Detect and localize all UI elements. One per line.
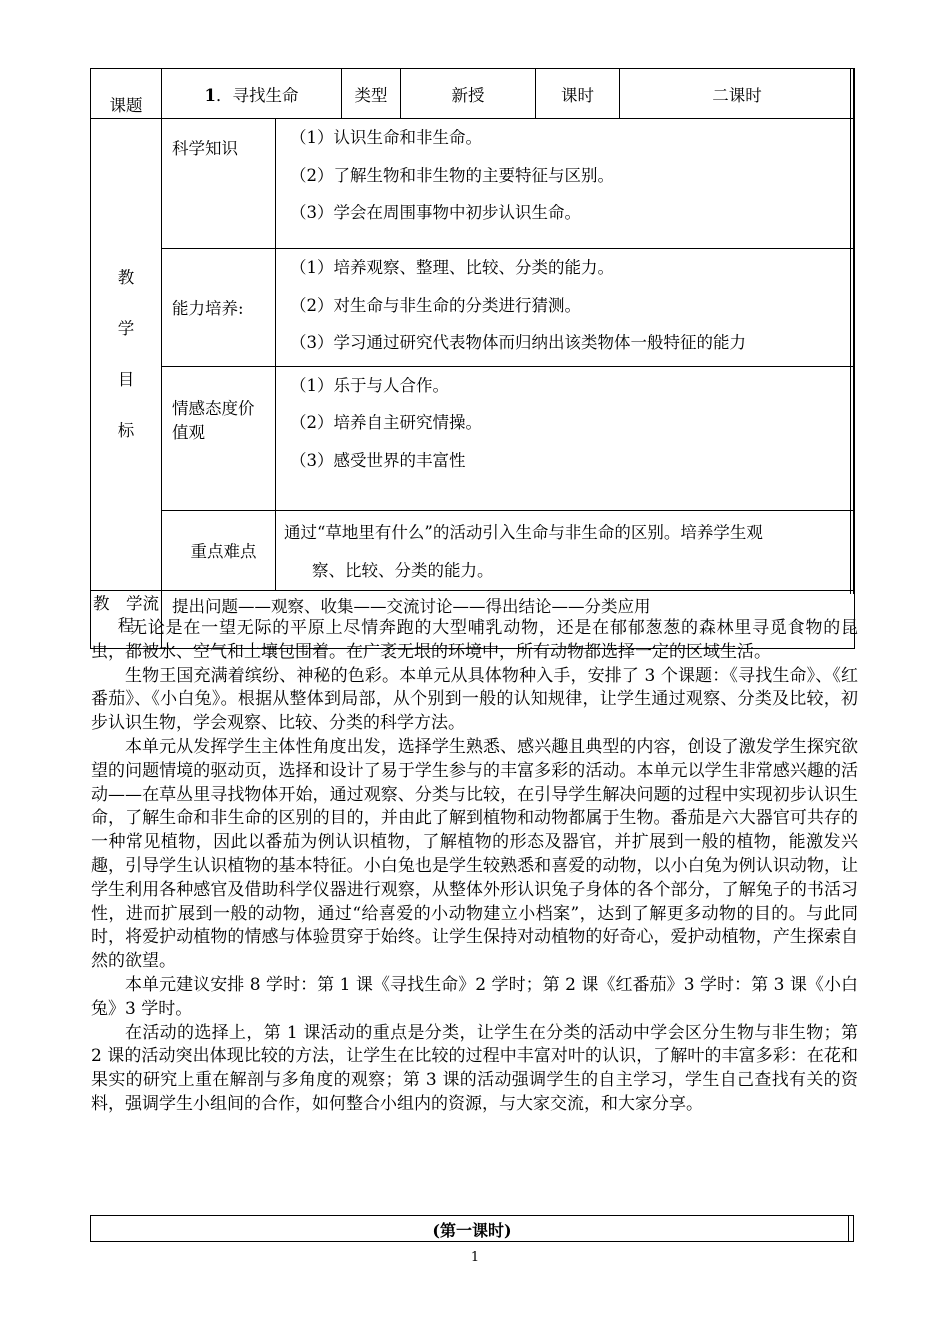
goals-char: 教 bbox=[117, 268, 135, 288]
key-line-2: 察、比较、分类的能力。 bbox=[312, 560, 494, 580]
lesson-plan-table bbox=[90, 68, 855, 649]
table-double-border bbox=[850, 68, 854, 594]
course-title: ．寻找生命 bbox=[216, 85, 299, 105]
ability-label: 能力培养: bbox=[162, 249, 276, 367]
science-label: 科学知识 bbox=[162, 119, 276, 249]
type-label: 类型 bbox=[342, 69, 401, 119]
lesson-period-label: (第一课时) bbox=[432, 1221, 512, 1240]
goals-label-cell bbox=[91, 119, 162, 591]
paragraph: 在活动的选择上，第 1 课活动的重点是分类，让学生在分类的活动中学会区分生物与非生物；第 2 课的活动突出体现比较的方法，让学生在比较的过程中丰富对叶的认识，了解叶的丰富多彩：在花和果实的研究上重在解剖与多角度的观察；第 3 课的活动强调学生的自主学习，学生自己查找有关的资料，强调学生小组间的合作，如何整合小组内的资源，与大家交流，和大家分享。 bbox=[91, 1022, 858, 1114]
goals-char: 目 bbox=[117, 370, 135, 390]
unit-description bbox=[91, 617, 858, 1117]
emotion-list bbox=[276, 367, 854, 484]
paragraph: 无论是在一望无际的平原上尽情奔跑的大型哺乳动物，还是在郁郁葱葱的森林里寻觅食物的昆虫，都被水、空气和土壤包围着。在广袤无垠的环境中，所有动物都选择一定的区域生活。 bbox=[91, 618, 858, 662]
course-label-cell bbox=[91, 69, 162, 119]
goal-row-science bbox=[91, 119, 855, 249]
list-item: （2）培养自主研究情操。 bbox=[290, 413, 482, 432]
key-label: 重点难点 bbox=[162, 510, 276, 590]
goals-char: 标 bbox=[117, 421, 135, 441]
header-row bbox=[91, 69, 855, 119]
hours-label: 课时 bbox=[536, 69, 620, 119]
paragraph: 本单元建议安排 8 学时：第 1 课《寻找生命》2 学时；第 2 课《红番茄》3 学时：第 3 课《小白兔》3 学时。 bbox=[91, 974, 858, 1019]
paragraph: 本单元从发挥学生主体性角度出发，选择学生熟悉、感兴趣且典型的内容，创设了激发学生探究欲望的问题情境的驱动页，选择和设计了易于学生参与的丰富多彩的活动。本单元以学生非常感兴趣的活动——在草丛里寻找物体开始，通过观察、分类与比较，在引导学生解决问题的过程中实现初步认识生命，了解生命和非生命的区别的目的，并由此了解到植物和动物都属于生物。番茄是六大器官可共存的一种常见植物，因此以番茄为例认识植物，了解植物的形态及器官，并扩展到一般的植物，能激发兴趣，引导学生认识植物的基本特征。小白兔也是学生较熟悉和喜爱的动物，以小白兔为例认识动物，让学生利用各种感官及借助科学仪器进行观察，从整体外形认识兔子身体的各个部分，了解兔子的书活习性，进而扩展到一般的动物，通过“给喜爱的小动物建立小档案”，达到了解更多动物的目的。与此同时，将爱护动植物的情感与体验贯穿于始终。让学生保持对动植物的好奇心，爱护动植物，产生探索自然的欲望。 bbox=[91, 736, 858, 972]
course-label: 课题 bbox=[109, 96, 143, 115]
science-items-cell bbox=[276, 119, 855, 249]
science-list bbox=[276, 119, 854, 236]
key-text-cell bbox=[276, 510, 855, 590]
list-item: （1）认识生命和非生命。 bbox=[290, 128, 482, 147]
list-item: （1）乐于与人合作。 bbox=[290, 375, 449, 395]
emotion-label: 情感态度价值观 bbox=[162, 366, 276, 510]
list-item: （1）培养观察、整理、比较、分类的能力。 bbox=[290, 258, 614, 277]
list-item: （2）对生命与非生命的分类进行猜测。 bbox=[290, 295, 581, 315]
ability-items-cell bbox=[276, 249, 855, 367]
key-line-1: 通过“草地里有什么”的活动引入生命与非生命的区别。培养学生观 bbox=[284, 522, 763, 542]
goals-char: 学 bbox=[117, 319, 135, 339]
course-number: 1 bbox=[204, 85, 216, 105]
list-item: （3）学习通过研究代表物体而归纳出该类物体一般特征的能力 bbox=[290, 333, 746, 352]
goal-row-ability bbox=[91, 249, 855, 367]
flow-label: 教 学流 程 bbox=[91, 590, 162, 648]
ability-list bbox=[276, 249, 854, 366]
list-item: （3）学会在周围事物中初步认识生命。 bbox=[290, 203, 581, 222]
emotion-items-cell bbox=[276, 366, 855, 510]
list-item: （3）感受世界的丰富性 bbox=[290, 450, 466, 470]
lesson-period-bar bbox=[90, 1215, 854, 1242]
course-title-cell bbox=[162, 69, 342, 119]
paragraph: 生物王国充满着缤纷、神秘的色彩。本单元从具体物种入手，安排了 3 个课题：《寻找生命》、《红番茄》、《小白兔》。根据从整体到局部，从个别到一般的认知规律，让学生通过观察、分类及比较，初步认识生物，学会观察、比较、分类的科学方法。 bbox=[91, 665, 858, 734]
page-number: 1 bbox=[470, 1250, 480, 1265]
hours-value: 二课时 bbox=[620, 69, 855, 119]
goal-row-key bbox=[91, 510, 855, 590]
key-text bbox=[276, 511, 854, 590]
type-value: 新授 bbox=[401, 69, 536, 119]
goal-row-emotion bbox=[91, 366, 855, 510]
list-item: （2）了解生物和非生物的主要特征与区别。 bbox=[290, 165, 614, 185]
flow-text: 提出问题——观察、收集——交流讨论——得出结论——分类应用 bbox=[162, 590, 855, 648]
